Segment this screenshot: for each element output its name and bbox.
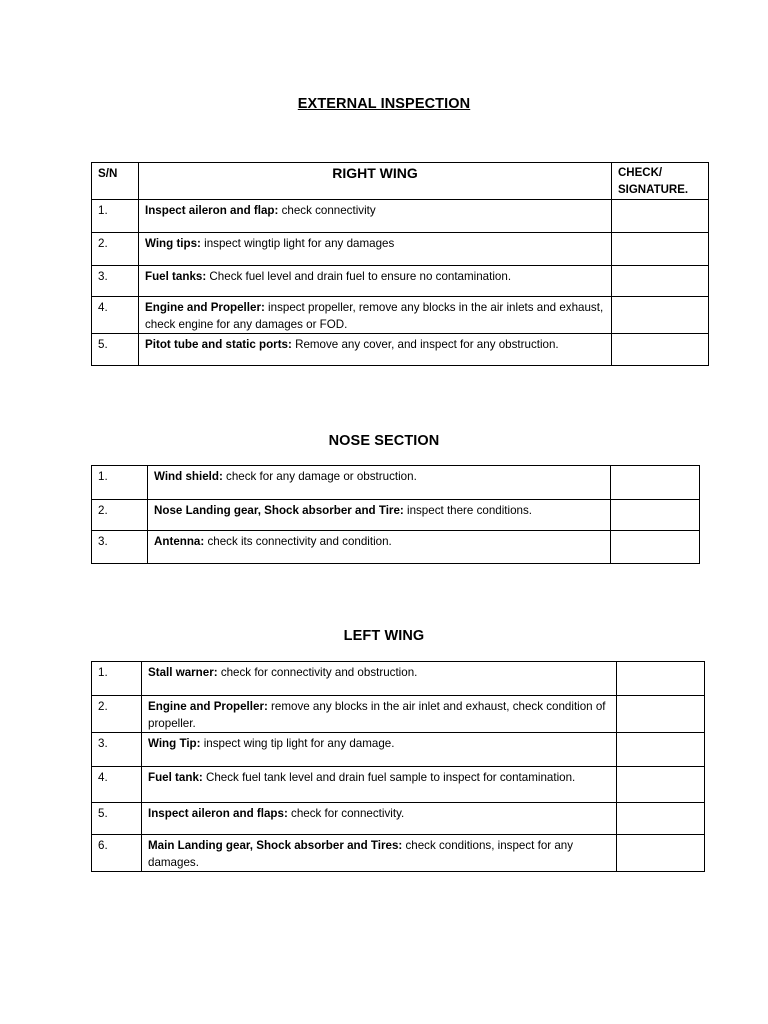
table-row	[92, 696, 705, 733]
row-number: 2.	[92, 500, 148, 531]
item-label: Engine and Propeller:	[148, 700, 268, 713]
item-label: Fuel tank:	[148, 771, 203, 784]
item-text: inspect wing tip light for any damage.	[200, 737, 395, 750]
item-text: check its connectivity and condition.	[204, 535, 392, 548]
row-number: 1.	[92, 466, 148, 500]
row-number: 3.	[92, 733, 142, 767]
right-wing-table	[91, 162, 709, 366]
row-description	[148, 531, 611, 564]
row-description	[139, 200, 612, 233]
left-wing-title: LEFT WING	[343, 628, 425, 644]
item-text: check conditions, inspect for any damages.	[148, 839, 574, 869]
row-description	[139, 266, 612, 297]
item-label: Wing tips:	[145, 237, 201, 250]
row-description	[148, 500, 611, 531]
row-description	[142, 835, 617, 872]
table-header-row	[92, 163, 709, 200]
item-label: Nose Landing gear, Shock absorber and Tire:	[154, 504, 404, 517]
item-label: Wind shield:	[154, 470, 223, 483]
table-row	[92, 662, 705, 696]
item-text: Remove any cover, and inspect for any obstruction.	[291, 338, 559, 351]
row-description	[142, 767, 617, 803]
item-label: Pitot tube and static ports:	[145, 338, 292, 351]
row-number: 4.	[92, 297, 139, 334]
row-number: 1.	[92, 200, 139, 233]
check-signature-cell[interactable]	[612, 334, 709, 366]
row-number: 3.	[92, 531, 148, 564]
row-number: 1.	[92, 662, 142, 696]
item-label: Antenna:	[154, 535, 205, 548]
row-number: 6.	[92, 835, 142, 872]
nose-section-table	[91, 465, 700, 564]
sn-header: S/N	[92, 163, 139, 200]
item-text: check for connectivity.	[287, 807, 405, 820]
table-row	[92, 334, 709, 366]
table-row	[92, 466, 700, 500]
check-signature-cell[interactable]	[617, 767, 705, 803]
check-signature-cell[interactable]	[612, 266, 709, 297]
row-number: 3.	[92, 266, 139, 297]
item-text: check for connectivity and obstruction.	[217, 666, 418, 679]
section-header-right-wing: RIGHT WING	[139, 163, 612, 200]
check-signature-cell[interactable]	[611, 531, 700, 564]
table-row	[92, 733, 705, 767]
check-signature-cell[interactable]	[612, 233, 709, 266]
item-label: Inspect aileron and flaps:	[148, 807, 288, 820]
row-number: 5.	[92, 334, 139, 366]
check-signature-cell[interactable]	[611, 500, 700, 531]
table-row	[92, 297, 709, 334]
table-row	[92, 233, 709, 266]
item-text: inspect wingtip light for any damages	[200, 237, 395, 250]
item-text: check connectivity	[278, 204, 376, 217]
item-text: check for any damage or obstruction.	[222, 470, 417, 483]
item-text: inspect propeller, remove any blocks in the air inlets and exhaust, check engine for any damages or FOD.	[145, 301, 604, 331]
row-description	[142, 696, 617, 733]
check-signature-cell[interactable]	[617, 835, 705, 872]
check-signature-cell[interactable]	[617, 803, 705, 835]
check-signature-cell[interactable]	[612, 200, 709, 233]
table-row	[92, 835, 705, 872]
row-description	[142, 662, 617, 696]
item-label: Fuel tanks:	[145, 270, 207, 283]
table-row	[92, 531, 700, 564]
item-label: Main Landing gear, Shock absorber and Tires:	[148, 839, 403, 852]
item-label: Stall warner:	[148, 666, 218, 679]
item-text: remove any blocks in the air inlet and exhaust, check condition of propeller.	[148, 700, 606, 730]
table-row	[92, 767, 705, 803]
check-signature-cell[interactable]	[617, 696, 705, 733]
page-title: EXTERNAL INSPECTION	[297, 96, 471, 112]
item-text: inspect there conditions.	[403, 504, 533, 517]
nose-section-title: NOSE SECTION	[328, 433, 440, 449]
check-signature-cell[interactable]	[617, 733, 705, 767]
row-description	[142, 733, 617, 767]
row-number: 2.	[92, 233, 139, 266]
item-text: Check fuel tank level and drain fuel sample to inspect for contamination.	[202, 771, 576, 784]
check-signature-cell[interactable]	[612, 297, 709, 334]
check-signature-cell[interactable]	[611, 466, 700, 500]
table-row	[92, 803, 705, 835]
table-row	[92, 266, 709, 297]
item-text: Check fuel level and drain fuel to ensure no contamination.	[206, 270, 512, 283]
row-description	[139, 297, 612, 334]
row-number: 5.	[92, 803, 142, 835]
item-label: Inspect aileron and flap:	[145, 204, 279, 217]
check-signature-header: CHECK/ SIGNATURE.	[612, 163, 709, 200]
row-number: 4.	[92, 767, 142, 803]
row-number: 2.	[92, 696, 142, 733]
item-label: Wing Tip:	[148, 737, 201, 750]
check-signature-cell[interactable]	[617, 662, 705, 696]
row-description	[139, 233, 612, 266]
item-label: Engine and Propeller:	[145, 301, 265, 314]
row-description	[142, 803, 617, 835]
row-description	[148, 466, 611, 500]
left-wing-table	[91, 661, 705, 872]
table-row	[92, 200, 709, 233]
table-row	[92, 500, 700, 531]
row-description	[139, 334, 612, 366]
